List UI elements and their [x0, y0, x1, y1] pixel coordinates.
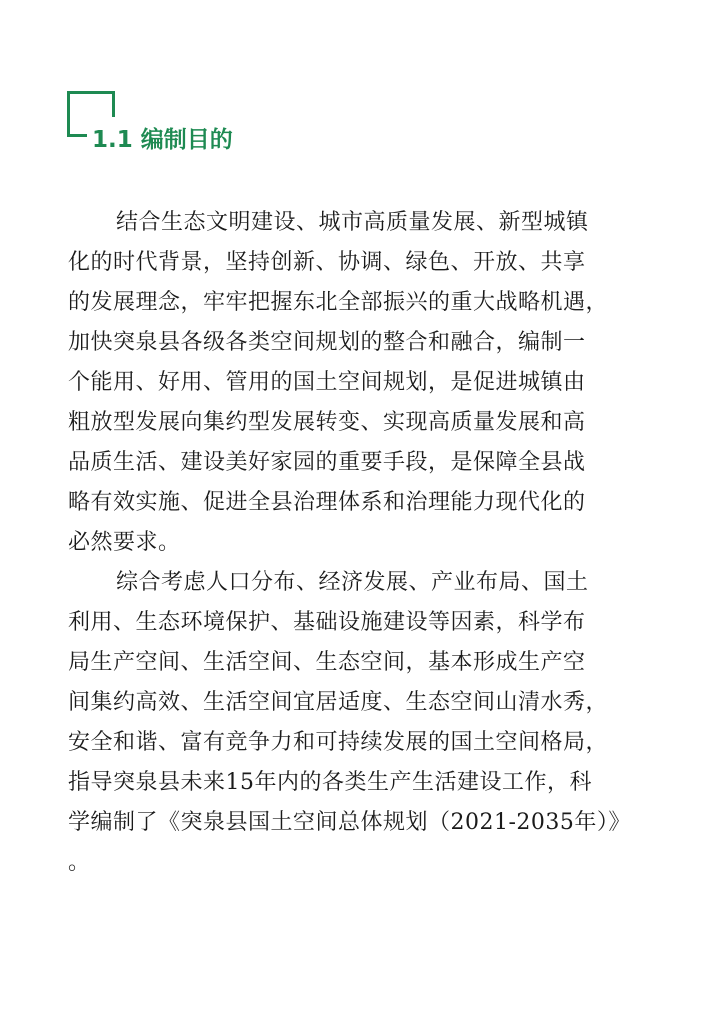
paragraph-line: 指导突泉县未来15年内的各类生产生活建设工作，科: [68, 770, 592, 795]
section-title: 编制目的: [140, 127, 233, 153]
paragraph-line: 安全和谐、富有竞争力和可持续发展的国土空间格局，: [68, 730, 609, 755]
body-text: [68, 203, 648, 883]
paragraph-line: 粗放型发展向集约型发展转变、实现高质量发展和高: [68, 410, 586, 435]
paragraph-line: 利用、生态环境保护、基础设施建设等因素，科学布: [68, 610, 586, 635]
paragraph-line: 结合生态文明建设、城市高质量发展、新型城镇: [116, 210, 589, 235]
paragraph-line: 综合考虑人口分布、经济发展、产业布局、国土: [116, 570, 589, 595]
paragraph-line: 局生产空间、生活空间、生态空间，基本形成生产空: [68, 650, 586, 675]
paragraph-line: 的发展理念，牢牢把握东北全部振兴的重大战略机遇，: [68, 290, 609, 315]
paragraph-line: 品质生活、建设美好家园的重要手段，是保障全县战: [68, 450, 586, 475]
paragraph-line: 化的时代背景，坚持创新、协调、绿色、开放、共享: [68, 250, 586, 275]
paragraph-2: [68, 563, 648, 883]
paragraph-1: [68, 203, 648, 563]
paragraph-line: 间集约高效、生活空间宜居适度、生态空间山清水秀，: [68, 690, 609, 715]
section-heading: [92, 120, 233, 160]
paragraph-line: 个能用、好用、管用的国土空间规划，是促进城镇由: [68, 370, 586, 395]
paragraph-line: 。: [68, 850, 91, 875]
paragraph-line: 必然要求。: [68, 530, 181, 555]
paragraph-line: 学编制了《突泉县国土空间总体规划（2021-2035年）》: [68, 810, 631, 835]
paragraph-line: 略有效实施、促进全县治理体系和治理能力现代化的: [68, 490, 586, 515]
section-number: 1.1: [92, 127, 133, 153]
paragraph-line: 加快突泉县各级各类空间规划的整合和融合，编制一: [68, 330, 586, 355]
